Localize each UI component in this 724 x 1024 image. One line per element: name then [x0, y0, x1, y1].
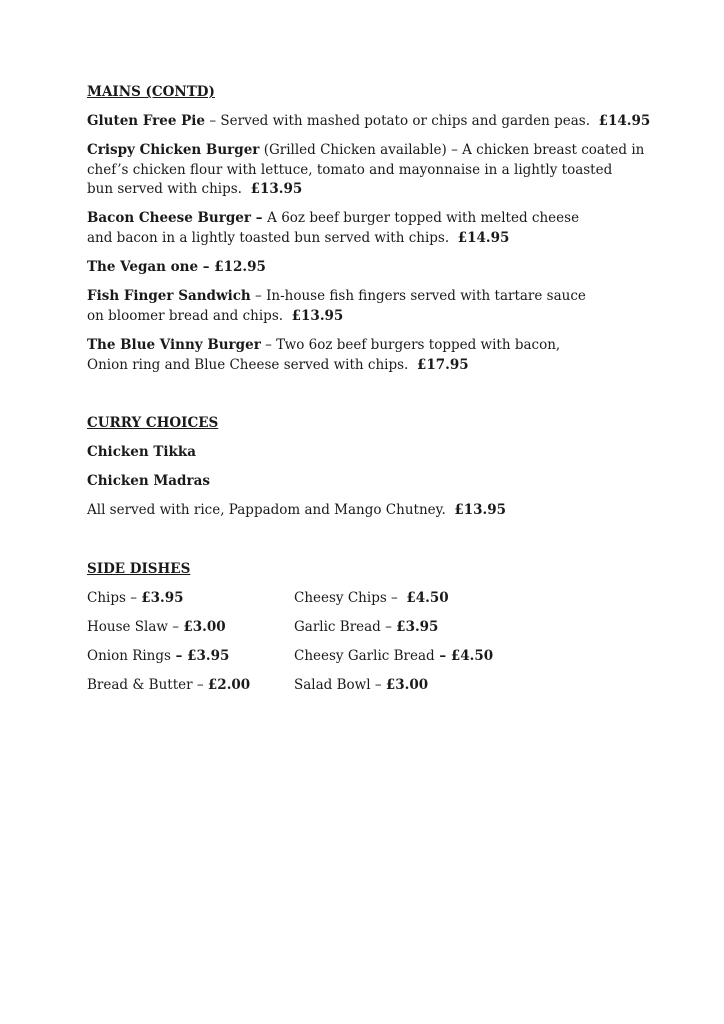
item-name: The Vegan one — [87, 259, 199, 275]
side-name: House Slaw — [87, 619, 168, 635]
item-price: £14.95 — [457, 229, 510, 246]
side-item-cheesy-chips — [294, 589, 449, 609]
side-sep: – — [170, 648, 188, 664]
menu-item-fish-finger-sandwich — [87, 287, 687, 326]
curry-heading: CURRY CHOICES — [87, 415, 219, 431]
side-price: £4.50 — [406, 590, 449, 606]
item-name: The Blue Vinny Burger — [87, 337, 261, 353]
menu-item-bacon-cheese-burger — [87, 209, 687, 248]
side-name: Onion Rings — [87, 648, 171, 664]
side-item-onion-rings — [87, 647, 229, 667]
side-sep: – — [167, 619, 184, 635]
side-price: £3.95 — [396, 619, 439, 635]
side-sep: – — [434, 648, 451, 664]
item-name: Fish Finger Sandwich — [87, 288, 251, 304]
side-item-bread-butter — [87, 676, 250, 696]
menu-item-vegan-one — [87, 258, 687, 278]
item-price: £12.95 — [214, 259, 266, 275]
item-name: Crispy Chicken Burger — [87, 142, 260, 158]
item-desc: Served with mashed potato or chips and garden peas. — [220, 113, 591, 129]
side-name: Garlic Bread — [294, 619, 381, 635]
side-name: Salad Bowl — [294, 677, 371, 693]
item-sep: – — [251, 210, 268, 226]
curry-price: £13.95 — [454, 502, 507, 518]
side-item-chips — [87, 589, 184, 609]
item-price: £14.95 — [598, 113, 651, 129]
item-name: Bacon Cheese Burger — [87, 210, 252, 226]
curry-item-chicken-tikka: Chicken Tikka — [87, 444, 196, 460]
side-price: £2.00 — [207, 677, 251, 693]
item-sep: – — [250, 288, 267, 304]
item-desc: Two 6oz beef burgers topped with bacon, — [276, 337, 561, 353]
side-name: Chips — [87, 590, 126, 606]
item-note: (Grilled Chicken available) — [259, 142, 447, 158]
side-item-house-slaw — [87, 618, 226, 638]
side-sep: – — [125, 590, 142, 606]
item-desc: In-house fish fingers served with tartare sauce — [266, 288, 586, 304]
curry-note-text: All served with rice, Pappadom and Mango Chutney. — [87, 502, 446, 518]
side-name: Cheesy Chips — [294, 590, 387, 606]
sides-heading: SIDE DISHES — [87, 561, 191, 577]
side-name: Bread & Butter — [87, 677, 193, 693]
side-item-salad-bowl — [294, 676, 428, 696]
side-sep: – — [370, 677, 386, 693]
mains-heading: MAINS (CONTD) — [87, 84, 215, 100]
side-sep: – — [380, 619, 397, 635]
item-sep: – — [205, 113, 221, 129]
item-desc: on bloomer bread and chips. — [87, 307, 284, 324]
menu-item-crispy-chicken-burger — [87, 141, 687, 200]
item-desc: Onion ring and Blue Cheese served with chips. — [87, 356, 409, 373]
side-price: £3.95 — [141, 590, 184, 606]
side-name: Cheesy Garlic Bread — [294, 648, 435, 664]
side-sep: – — [386, 590, 407, 606]
curry-item-chicken-madras: Chicken Madras — [87, 473, 210, 489]
side-price: £3.00 — [183, 619, 226, 635]
side-item-cheesy-garlic-bread — [294, 647, 493, 667]
side-sep: – — [192, 677, 208, 693]
menu-item-gluten-free-pie — [87, 112, 687, 132]
side-price: £4.50 — [450, 648, 494, 664]
item-desc: A 6oz beef burger topped with melted cheese — [267, 210, 580, 226]
item-desc: chef’s chicken flour with lettuce, tomato and mayonnaise in a lightly toasted — [87, 161, 613, 178]
menu-item-blue-vinny-burger — [87, 336, 687, 375]
side-price: £3.00 — [385, 677, 429, 693]
item-sep: – — [198, 259, 215, 275]
item-price: £17.95 — [416, 356, 469, 373]
item-sep: – — [446, 142, 463, 158]
item-desc: A chicken breast coated in — [462, 142, 645, 158]
item-desc: bun served with chips. — [87, 181, 242, 197]
item-price: £13.95 — [250, 181, 303, 197]
item-name: Gluten Free Pie — [87, 113, 206, 129]
side-item-garlic-bread — [294, 618, 438, 638]
item-sep: – — [260, 337, 277, 353]
item-price: £13.95 — [291, 307, 344, 324]
side-price: £3.95 — [187, 648, 230, 664]
item-desc: and bacon in a lightly toasted bun served with chips. — [87, 229, 450, 246]
curry-note — [87, 501, 687, 521]
